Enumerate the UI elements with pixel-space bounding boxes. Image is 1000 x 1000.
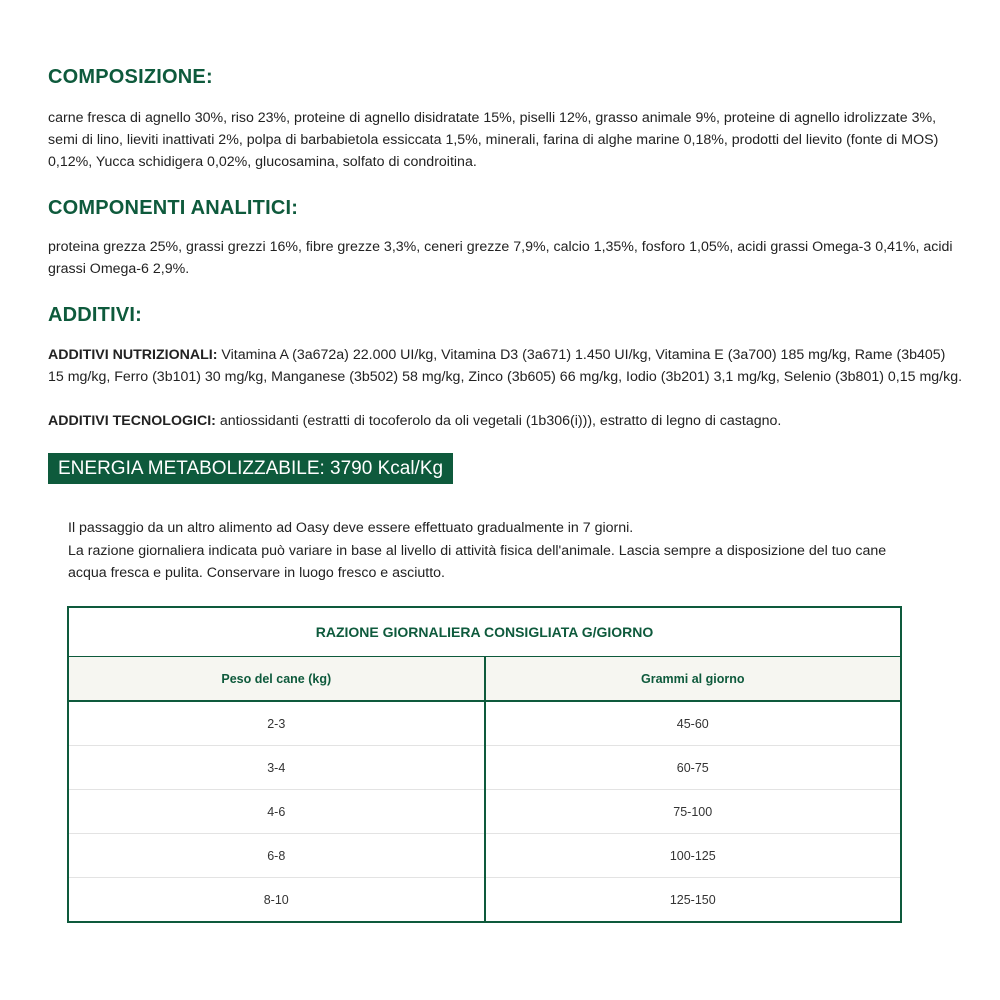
componenti-title: COMPONENTI ANALITICI: bbox=[48, 197, 299, 219]
table-row bbox=[68, 790, 901, 834]
feeding-note-line1: Il passaggio da un altro alimento ad Oasy deve essere effettuato gradualmente in 7 giorni. bbox=[68, 520, 634, 536]
table-row bbox=[68, 746, 901, 790]
weight-cell: 8-10 bbox=[68, 878, 485, 923]
table-row bbox=[68, 834, 901, 878]
col-header-grams: Grammi al giorno bbox=[485, 657, 902, 702]
additivi-nutrizionali-label: ADDITIVI NUTRIZIONALI: bbox=[48, 347, 218, 363]
grams-cell: 75-100 bbox=[485, 790, 902, 834]
ration-table-caption: RAZIONE GIORNALIERA CONSIGLIATA G/GIORNO bbox=[68, 607, 901, 657]
weight-cell: 6-8 bbox=[68, 834, 485, 878]
weight-cell: 3-4 bbox=[68, 746, 485, 790]
additivi-tecnologici bbox=[48, 410, 963, 432]
table-row bbox=[68, 878, 901, 923]
grams-cell: 45-60 bbox=[485, 701, 902, 746]
weight-cell: 4-6 bbox=[68, 790, 485, 834]
energia-banner: ENERGIA METABOLIZZABILE: 3790 Kcal/Kg bbox=[48, 453, 453, 484]
componenti-text: proteina grezza 25%, grassi grezzi 16%, fibre grezze 3,3%, ceneri grezze 7,9%, calcio 1,35%, fosforo 1,05%, acidi grassi Omega-3 0,41%, acidi grassi Omega-6 2,9%. bbox=[48, 239, 953, 277]
grams-cell: 60-75 bbox=[485, 746, 902, 790]
additivi-tecnologici-text: antiossidanti (estratti di tocoferolo da oli vegetali (1b306(i))), estratto di legno di castagno. bbox=[215, 413, 782, 429]
additivi-title: ADDITIVI: bbox=[48, 304, 143, 326]
additivi-tecnologici-label: ADDITIVI TECNOLOGICI: bbox=[48, 413, 216, 429]
composizione-title: COMPOSIZIONE: bbox=[48, 66, 213, 88]
grams-cell: 100-125 bbox=[485, 834, 902, 878]
ration-table bbox=[67, 606, 902, 923]
additivi-nutrizionali-text: Vitamina A (3a672a) 22.000 UI/kg, Vitamina D3 (3a671) 1.450 UI/kg, Vitamina E (3a700) 185 mg/kg, Rame (3b405) 15 mg/kg, Ferro (3b101) 30 mg/kg, Manganese (3b502) 58 mg/kg, Zinco (3b605) 66 mg/kg, Iodio (3b201) 3,1 mg/kg, Selenio (3b801) 0,15 mg/kg. bbox=[48, 347, 963, 385]
grams-cell: 125-150 bbox=[669, 892, 716, 907]
composizione-text: carne fresca di agnello 30%, riso 23%, proteine di agnello disidratate 15%, piselli 12%, grasso animale 9%, proteine di agnello idrolizzate 3%, semi di lino, lieviti inattivati 2%, polpa di barbabietola essiccata 1,5%, minerali, farina di alghe marine 0,18%, prodotti del lievito (fonte di MOS) 0,12%, Yucca schidigera 0,02%, glucosamina, solfato di condroitina. bbox=[48, 110, 939, 170]
feeding-note bbox=[68, 517, 908, 585]
table-row bbox=[68, 701, 901, 746]
additivi-nutrizionali bbox=[48, 344, 963, 388]
col-header-weight: Peso del cane (kg) bbox=[68, 657, 485, 702]
weight-cell: 2-3 bbox=[68, 701, 485, 746]
feeding-note-line2: La razione giornaliera indicata può variare in base al livello di attività fisica dell'animale. Lascia sempre a disposizione del tuo cane acqua fresca e pulita. Conservare in luogo fresco e asciutto. bbox=[68, 542, 887, 581]
